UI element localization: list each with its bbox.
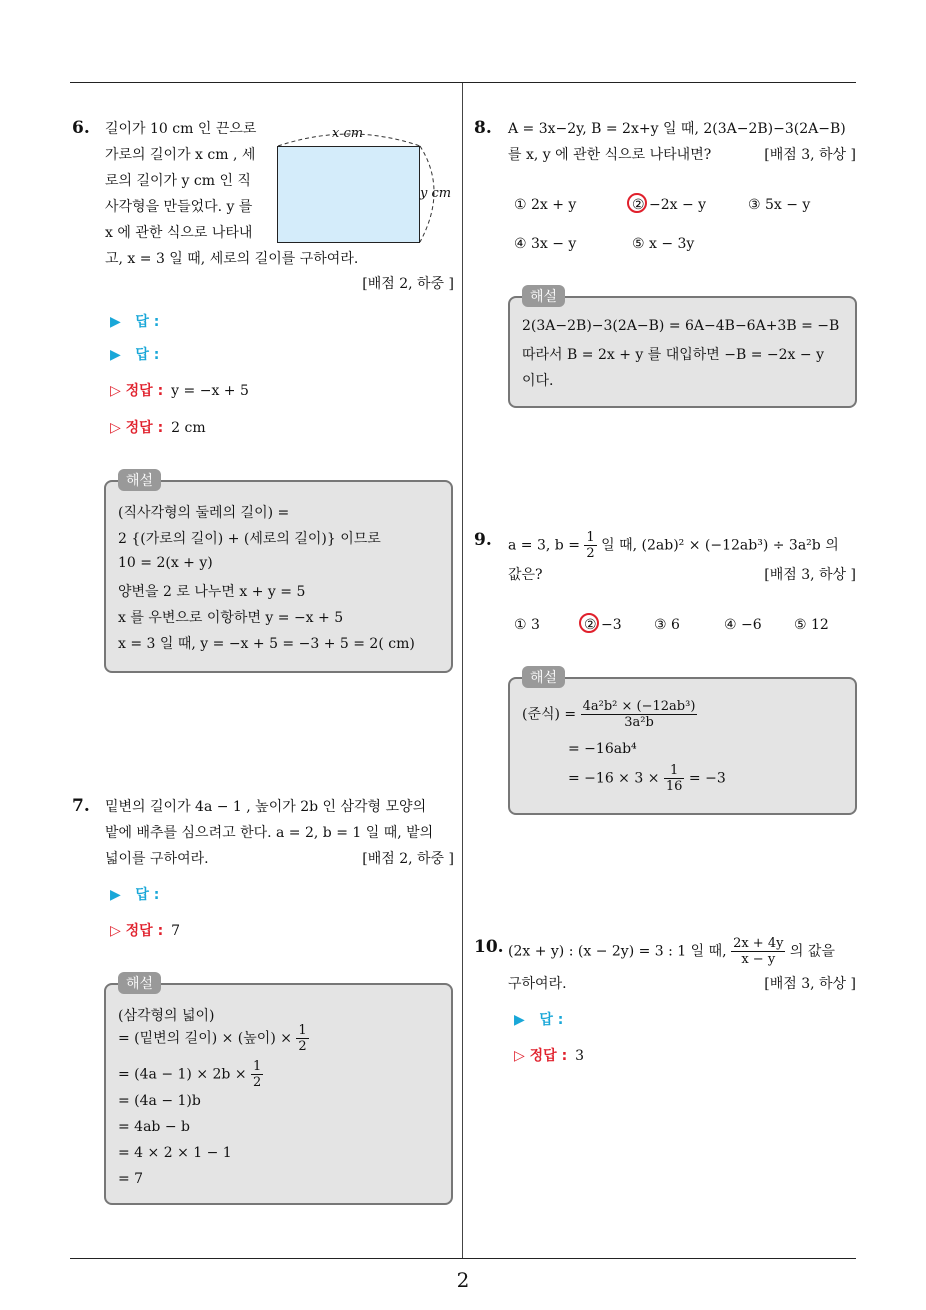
explain-line: = 4 × 2 × 1 − 1 [118, 1145, 232, 1161]
q6-answer-2[interactable]: ▶ 답 : [110, 347, 160, 363]
explanation-tag: 해설 [522, 285, 565, 307]
fraction: $\frac{1}{2}$ [298, 1023, 307, 1054]
q7-answer[interactable]: ▶ 답 : [110, 887, 160, 903]
explain-line: (직사각형의 둘레의 길이) = [118, 505, 290, 521]
q6-line: 길이가 10 cm 인 끈으로 [105, 121, 257, 137]
q8-option-5[interactable]: ⑤ x − 3y [632, 236, 695, 252]
explain-line: (삼각형의 넓이) [118, 1008, 215, 1024]
q8-score: [배점 3, 하상 ] [764, 147, 856, 163]
fraction: $\frac{\text{4a²b² × (−12ab³)}}{\text{3a²b}}$ [582, 699, 696, 730]
explain-line: = (4a − 1) × 2b × $\frac{1}{2}$ [118, 1059, 262, 1090]
explanation-tag: 해설 [118, 972, 161, 994]
fraction: $\frac{1}{2}$ [586, 530, 595, 561]
answer-arrow-icon: ▶ [110, 314, 121, 330]
q10-line: 구하여라. [508, 976, 567, 992]
explain-line: 10 = 2(x + y) [118, 555, 213, 571]
explain-line: = −16ab⁴ [568, 741, 637, 757]
explain-line: = 7 [118, 1171, 144, 1187]
column-divider [462, 83, 463, 1258]
q6-number: 6. [72, 118, 90, 138]
q10-line: (2x + y) : (x − 2y) = 3 : 1 일 때, $\frac{2x + 4y}{x - y}$ 의 값을 [508, 936, 835, 967]
q6-answer-1[interactable]: ▶ 답 : [110, 314, 160, 330]
explain-line: = (밑변의 길이) × (높이) × $\frac{1}{2}$ [118, 1023, 307, 1054]
explain-line: = 4ab − b [118, 1119, 190, 1135]
q9-option-1[interactable]: ① 3 [514, 617, 540, 633]
q9-option-3[interactable]: ③ 6 [654, 617, 680, 633]
fraction: $\frac{1}{16}$ [665, 763, 683, 794]
q9-line: 값은? [508, 567, 543, 583]
bottom-rule [70, 1258, 856, 1259]
q6-line: 로의 길이가 y cm 인 직 [105, 173, 251, 189]
answer-arrow-icon: ▶ [514, 1012, 525, 1028]
q9-option-2[interactable]: ② −3 [584, 617, 622, 633]
q6-line: 사각형을 만들었다. y 를 [105, 199, 253, 215]
q9-explanation-box [508, 677, 857, 815]
explanation-tag: 해설 [522, 666, 565, 688]
q6-score: [배점 2, 하중 ] [362, 276, 454, 292]
q8-selected-mark [627, 193, 647, 213]
q7-correct: ▷ 정답 : 7 [110, 923, 181, 939]
q6-rectangle [277, 146, 420, 243]
q8-option-4[interactable]: ④ 3x − y [514, 236, 577, 252]
answer-arrow-icon: ▶ [110, 347, 121, 363]
q8-line: A = 3x−2y, B = 2x+y 일 때, 2(3A−2B)−3(2A−B) [508, 121, 846, 137]
q8-option-1[interactable]: ① 2x + y [514, 197, 577, 213]
q8-option-2[interactable]: ② −2x − y [632, 197, 707, 213]
page-number: 2 [456, 1268, 470, 1292]
explain-line: 2(3A−2B)−3(2A−B) = 6A−4B−6A+3B = −B [522, 318, 840, 334]
q6-line: x 에 관한 식으로 나타내 [105, 225, 253, 241]
explain-line: = (4a − 1)b [118, 1093, 201, 1109]
q7-score: [배점 2, 하중 ] [362, 851, 454, 867]
q9-option-5[interactable]: ⑤ 12 [794, 617, 829, 633]
q9-option-4[interactable]: ④ −6 [724, 617, 762, 633]
q8-explanation-box [508, 296, 857, 408]
q9-line: a = 3, b = $\frac{1}{2}$ 일 때, (2ab)² × (−12ab³) ÷ 3a²b 의 [508, 530, 839, 561]
explain-line: 따라서 B = 2x + y 를 대입하면 −B = −2x − y [522, 347, 824, 363]
q9-score: [배점 3, 하상 ] [764, 567, 856, 583]
q10-number: 10. [474, 937, 504, 957]
explain-line: = −16 × 3 × $\frac{1}{16}$ = −3 [568, 763, 726, 794]
q8-option-3[interactable]: ③ 5x − y [748, 197, 811, 213]
q7-line: 밭에 배추를 심으려고 한다. a = 2, b = 1 일 때, 밭의 [105, 825, 434, 841]
top-rule [70, 82, 856, 83]
explain-line: 양변을 2 로 나누면 x + y = 5 [118, 584, 306, 600]
q8-number: 8. [474, 118, 492, 138]
q6-height-label: y cm [420, 186, 452, 201]
explain-line: x = 3 일 때, y = −x + 5 = −3 + 5 = 2( cm) [118, 636, 415, 652]
explain-line: (준식) = $\frac{\text{4a²b² × (−12ab³)}}{\text{3a²b}}$ [522, 699, 696, 730]
q7-line: 밑변의 길이가 4a − 1 , 높이가 2b 인 삼각형 모양의 [105, 799, 427, 815]
q6-line: 고, x = 3 일 때, 세로의 길이를 구하여라. [105, 251, 359, 267]
q6-explanation-box [104, 480, 453, 673]
q7-number: 7. [72, 796, 90, 816]
q7-line: 넓이를 구하여라. [105, 851, 209, 867]
q10-answer[interactable]: ▶ 답 : [514, 1012, 564, 1028]
q9-number: 9. [474, 530, 492, 550]
q6-line: 가로의 길이가 x cm , 세 [105, 147, 256, 163]
explain-line: 이다. [522, 373, 554, 389]
explain-line: x 를 우변으로 이항하면 y = −x + 5 [118, 610, 344, 626]
fraction: $\frac{1}{2}$ [253, 1059, 262, 1090]
answer-arrow-icon: ▶ [110, 887, 121, 903]
q8-line: 를 x, y 에 관한 식으로 나타내면? [508, 147, 712, 163]
q9-selected-mark [579, 613, 599, 633]
fraction: $\frac{2x + 4y}{x - y}$ [733, 936, 784, 967]
q6-width-label: x cm [332, 126, 364, 141]
q10-correct: ▷ 정답 : 3 [514, 1048, 585, 1064]
q7-explanation-box [104, 983, 453, 1205]
q10-score: [배점 3, 하상 ] [764, 976, 856, 992]
explain-line: 2 {(가로의 길이) + (세로의 길이)} 이므로 [118, 531, 381, 547]
q6-correct-2: ▷ 정답 : 2 cm [110, 420, 206, 436]
explanation-tag: 해설 [118, 469, 161, 491]
q6-correct-1: ▷ 정답 : y = −x + 5 [110, 383, 249, 399]
